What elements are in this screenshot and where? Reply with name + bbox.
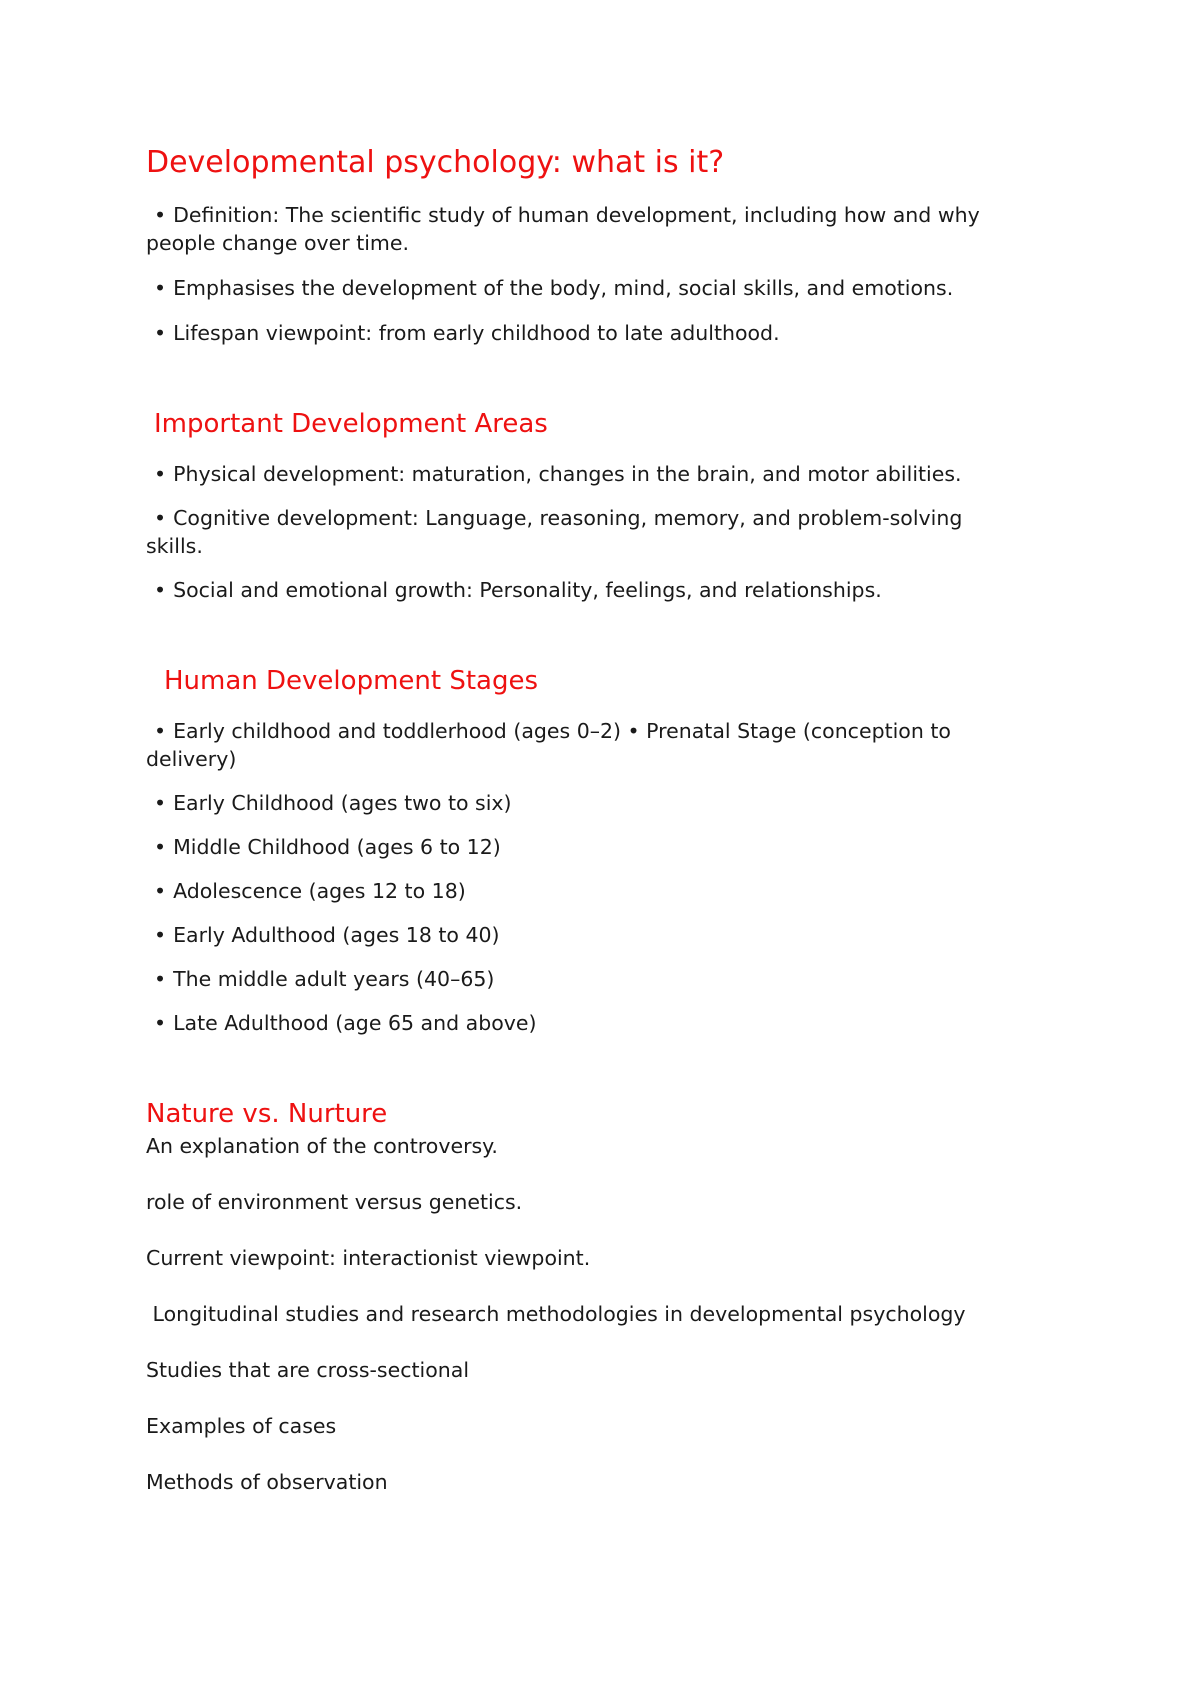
bullet-icon: • xyxy=(154,719,167,743)
paragraph: An explanation of the controversy. xyxy=(146,1134,498,1158)
bullet-item: • Lifespan viewpoint: from early childhood to late adulthood. xyxy=(154,321,780,345)
bullet-item: • Cognitive development: Language, reasoning, memory, and problem-solving xyxy=(154,506,963,530)
bullet-item: • The middle adult years (40–65) xyxy=(154,967,495,991)
bullet-icon: • xyxy=(154,879,167,903)
paragraph: Current viewpoint: interactionist viewpoint. xyxy=(146,1246,591,1270)
bullet-item: • Emphasises the development of the body, mind, social skills, and emotions. xyxy=(154,276,954,300)
section-heading-nature: Nature vs. Nurture xyxy=(146,1099,388,1129)
bullet-item: • Definition: The scientific study of human development, including how and why xyxy=(154,203,980,227)
section-heading-areas: Important Development Areas xyxy=(154,409,548,439)
bullet-icon: • xyxy=(154,923,167,947)
paragraph: Methods of observation xyxy=(146,1470,388,1494)
bullet-item-continuation: skills. xyxy=(146,534,203,558)
section-heading-stages: Human Development Stages xyxy=(164,666,539,696)
bullet-item: • Early Adulthood (ages 18 to 40) xyxy=(154,923,500,947)
bullet-icon: • xyxy=(154,578,167,602)
bullet-icon: • xyxy=(154,967,167,991)
bullet-item: • Physical development: maturation, changes in the brain, and motor abilities. xyxy=(154,462,962,486)
bullet-item: • Early childhood and toddlerhood (ages 0–2) • Prenatal Stage (conception to xyxy=(154,719,951,743)
paragraph: Studies that are cross-sectional xyxy=(146,1358,470,1382)
paragraph: Longitudinal studies and research methodologies in developmental psychology xyxy=(146,1302,966,1326)
bullet-icon: • xyxy=(154,462,167,486)
paragraph: Examples of cases xyxy=(146,1414,337,1438)
bullet-icon: • xyxy=(154,1011,167,1035)
bullet-icon: • xyxy=(154,203,167,227)
bullet-icon: • xyxy=(154,506,167,530)
bullet-icon: • xyxy=(154,321,167,345)
bullet-item-continuation: people change over time. xyxy=(146,231,410,255)
bullet-item: • Early Childhood (ages two to six) xyxy=(154,791,512,815)
page-title: Developmental psychology: what is it? xyxy=(146,145,725,180)
paragraph: role of environment versus genetics. xyxy=(146,1190,523,1214)
bullet-icon: • xyxy=(154,835,167,859)
bullet-item: • Middle Childhood (ages 6 to 12) xyxy=(154,835,501,859)
bullet-item: • Late Adulthood (age 65 and above) xyxy=(154,1011,537,1035)
bullet-item: • Adolescence (ages 12 to 18) xyxy=(154,879,466,903)
bullet-icon: • xyxy=(154,791,167,815)
bullet-item: • Social and emotional growth: Personality, feelings, and relationships. xyxy=(154,578,882,602)
bullet-icon: • xyxy=(154,276,167,300)
bullet-item-continuation: delivery) xyxy=(146,747,237,771)
